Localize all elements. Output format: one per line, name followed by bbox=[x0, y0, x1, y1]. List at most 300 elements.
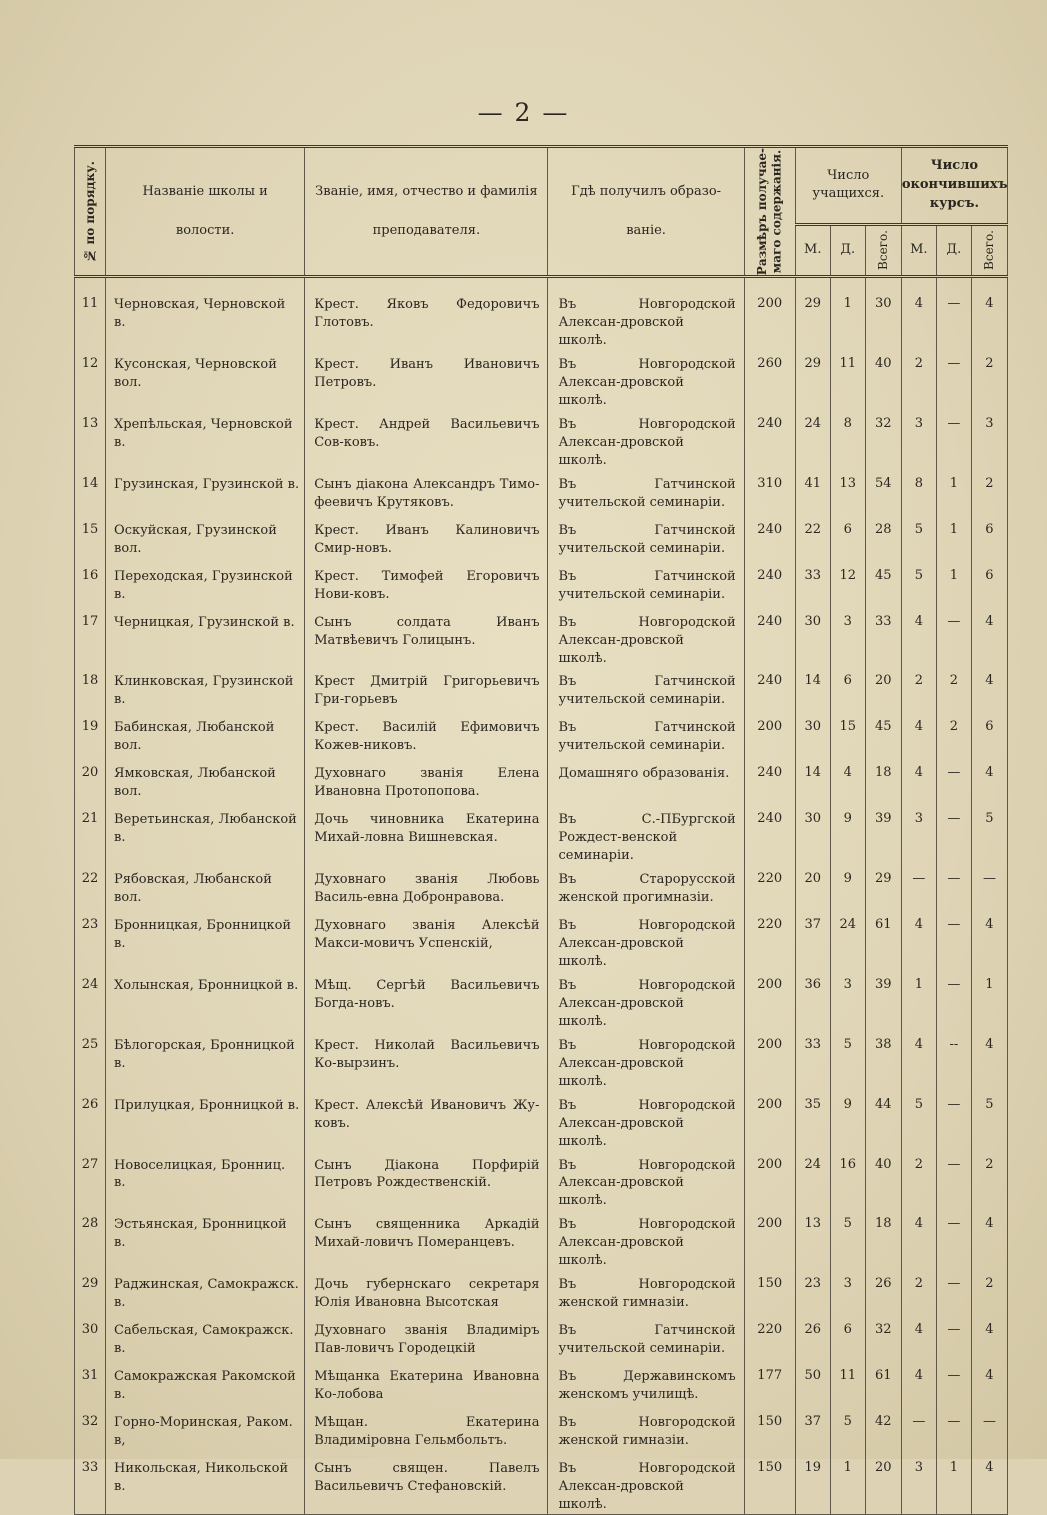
cell-students-m-text: 29 bbox=[804, 296, 822, 312]
cell-students-total bbox=[865, 1151, 901, 1211]
cell-graduates-total-text: 4 bbox=[985, 765, 994, 781]
cell-school-text: Рябовская, Любанской вол. bbox=[114, 872, 272, 906]
cell-graduates-total-text: 5 bbox=[985, 1096, 994, 1112]
table-row bbox=[75, 1454, 1008, 1514]
cell-graduates-total-text: 2 bbox=[985, 356, 994, 372]
cell-graduates-d bbox=[936, 1362, 971, 1408]
table-row bbox=[75, 865, 1008, 911]
cell-school-text: Горно-Моринская, Раком. в, bbox=[114, 1415, 293, 1449]
cell-graduates-d bbox=[936, 971, 971, 1031]
cell-salary-text: 200 bbox=[757, 1096, 783, 1112]
cell-graduates-total bbox=[971, 562, 1007, 608]
cell-students-d bbox=[830, 1408, 865, 1454]
cell-salary-text: 240 bbox=[757, 673, 783, 689]
cell-graduates-total bbox=[971, 865, 1007, 911]
cell-school bbox=[106, 470, 305, 516]
cell-teacher-text: Крест Дмитрій Григорьевичъ Гри-горьевъ bbox=[314, 674, 540, 708]
cell-number-text: 11 bbox=[81, 296, 99, 312]
cell-students-d bbox=[830, 865, 865, 911]
cell-education-text: Въ Гатчинской учительской семинаріи. bbox=[558, 568, 736, 602]
table-row bbox=[75, 516, 1008, 562]
cell-teacher-text: Сынъ Діакона Порфирій Петровъ Рождественскій. bbox=[314, 1157, 540, 1191]
cell-graduates-d bbox=[936, 1270, 971, 1316]
header-students-m: М. bbox=[795, 224, 830, 277]
header-teacher: Званіе, имя, отчество и фамилія преподавателя. bbox=[305, 147, 548, 277]
cell-graduates-d-text: — bbox=[947, 1096, 961, 1112]
cell-teacher-text: Духовнаго званія Елена Ивановна Протопопова. bbox=[314, 766, 540, 800]
cell-graduates-total bbox=[971, 410, 1007, 470]
cell-graduates-d bbox=[936, 410, 971, 470]
cell-students-d-text: 6 bbox=[843, 1322, 852, 1338]
cell-students-m-text: 24 bbox=[804, 415, 822, 431]
cell-students-m-text: 22 bbox=[804, 521, 822, 537]
cell-salary bbox=[744, 608, 795, 668]
cell-students-total-text: 40 bbox=[875, 356, 892, 372]
cell-salary-text: 200 bbox=[757, 1216, 783, 1232]
cell-salary bbox=[744, 1031, 795, 1091]
cell-school bbox=[106, 1316, 305, 1362]
cell-graduates-m-text: 3 bbox=[914, 415, 923, 431]
cell-school bbox=[106, 805, 305, 865]
cell-students-total bbox=[865, 1091, 901, 1151]
cell-education-text: Въ Гатчинской учительской семинаріи. bbox=[558, 522, 736, 556]
cell-students-total-text: 61 bbox=[875, 1368, 892, 1384]
cell-students-total bbox=[865, 865, 901, 911]
cell-education bbox=[548, 865, 744, 911]
cell-number-text: 15 bbox=[81, 521, 99, 537]
cell-students-d bbox=[830, 713, 865, 759]
cell-graduates-m-text: 2 bbox=[914, 1156, 923, 1172]
cell-graduates-total bbox=[971, 277, 1007, 350]
cell-graduates-m bbox=[901, 516, 936, 562]
cell-teacher bbox=[305, 1270, 548, 1316]
cell-students-d-text: 5 bbox=[843, 1216, 852, 1232]
cell-students-d bbox=[830, 608, 865, 668]
cell-teacher-text: Духовнаго званія Алексѣй Макси-мовичъ Успенскій, bbox=[314, 918, 540, 952]
cell-number bbox=[75, 277, 106, 350]
cell-students-m bbox=[795, 1362, 830, 1408]
cell-graduates-d-text: — bbox=[947, 917, 961, 933]
cell-salary bbox=[744, 516, 795, 562]
cell-students-m bbox=[795, 1091, 830, 1151]
cell-graduates-total-text: 4 bbox=[985, 296, 994, 312]
cell-salary-text: 200 bbox=[757, 1156, 783, 1172]
table-row bbox=[75, 1316, 1008, 1362]
cell-education bbox=[548, 667, 744, 713]
cell-students-total-text: 40 bbox=[875, 1156, 892, 1172]
cell-students-m-text: 20 bbox=[804, 871, 822, 887]
cell-graduates-d-text: 1 bbox=[949, 1460, 959, 1476]
cell-teacher-text: Крест. Иванъ Ивановичъ Петровъ. bbox=[314, 357, 540, 390]
cell-students-total bbox=[865, 562, 901, 608]
cell-students-total bbox=[865, 1316, 901, 1362]
cell-teacher bbox=[305, 516, 548, 562]
cell-teacher-text: Духовнаго званія Владиміръ Пав-ловичъ Городецкій bbox=[314, 1323, 540, 1357]
cell-graduates-m bbox=[901, 971, 936, 1031]
cell-graduates-total-text: 2 bbox=[985, 1156, 994, 1172]
cell-school bbox=[106, 1151, 305, 1211]
cell-students-d-text: 11 bbox=[839, 1368, 857, 1384]
cell-graduates-m bbox=[901, 1454, 936, 1514]
header-school: Названіе школы и волости. bbox=[106, 147, 305, 277]
cell-students-d bbox=[830, 350, 865, 410]
cell-education-text: Въ Новгородской Алексан-дровской школѣ. bbox=[558, 1217, 736, 1269]
table-row bbox=[75, 1151, 1008, 1211]
cell-graduates-total bbox=[971, 805, 1007, 865]
cell-students-d bbox=[830, 805, 865, 865]
cell-graduates-m bbox=[901, 759, 936, 805]
cell-students-total bbox=[865, 971, 901, 1031]
cell-salary-text: 240 bbox=[757, 765, 783, 781]
table-row bbox=[75, 1270, 1008, 1316]
header-graduates-total: Всего. bbox=[971, 224, 1007, 277]
cell-graduates-total bbox=[971, 1362, 1007, 1408]
cell-number bbox=[75, 516, 106, 562]
cell-students-total-text: 38 bbox=[875, 1036, 892, 1052]
cell-students-total-text: 20 bbox=[875, 673, 892, 689]
cell-students-total bbox=[865, 608, 901, 668]
cell-salary-text: 220 bbox=[757, 917, 783, 933]
cell-school-text: Раджинская, Самокражск. в. bbox=[114, 1277, 299, 1311]
cell-number bbox=[75, 1151, 106, 1211]
cell-students-total-text: 29 bbox=[875, 871, 892, 887]
cell-graduates-m-text: — bbox=[912, 1414, 926, 1430]
cell-teacher-text: Крест. Василій Ефимовичъ Кожев-никовъ. bbox=[314, 720, 540, 754]
cell-number bbox=[75, 350, 106, 410]
cell-education-text: Домашняго образованія. bbox=[558, 766, 730, 782]
cell-graduates-m bbox=[901, 1151, 936, 1211]
table-row bbox=[75, 608, 1008, 668]
cell-education bbox=[548, 911, 744, 971]
header-number: № по порядку. bbox=[75, 147, 106, 277]
cell-students-total-text: 33 bbox=[875, 613, 892, 629]
cell-number-text: 12 bbox=[81, 356, 99, 372]
cell-number bbox=[75, 1454, 106, 1514]
header-education: Гдѣ получилъ образо- ваніе. bbox=[548, 147, 744, 277]
cell-education bbox=[548, 1210, 744, 1270]
cell-salary-text: 240 bbox=[757, 567, 783, 583]
cell-students-d bbox=[830, 1151, 865, 1211]
cell-graduates-total-text: 4 bbox=[985, 613, 994, 629]
cell-graduates-m-text: 5 bbox=[914, 567, 923, 583]
cell-teacher-text: Сынъ діакона Александръ Тимо-феевичъ Крутяковъ. bbox=[314, 476, 540, 510]
cell-graduates-m bbox=[901, 608, 936, 668]
cell-education bbox=[548, 608, 744, 668]
cell-graduates-d bbox=[936, 470, 971, 516]
cell-students-m-text: 24 bbox=[804, 1156, 822, 1172]
cell-graduates-total bbox=[971, 1091, 1007, 1151]
cell-students-total-text: 26 bbox=[875, 1276, 892, 1292]
cell-salary-text: 200 bbox=[757, 296, 783, 312]
cell-graduates-total bbox=[971, 759, 1007, 805]
cell-teacher-text: Крест. Яковъ Федоровичъ Глотовъ. bbox=[314, 297, 540, 331]
cell-graduates-total bbox=[971, 667, 1007, 713]
cell-students-d-text: 15 bbox=[839, 719, 857, 735]
cell-graduates-m-text: 4 bbox=[914, 765, 923, 781]
cell-number-text: 22 bbox=[81, 871, 99, 887]
cell-education-text: Въ Новгородской Алексан-дровской школѣ. bbox=[558, 416, 736, 468]
cell-teacher bbox=[305, 1210, 548, 1270]
cell-students-m bbox=[795, 1316, 830, 1362]
cell-graduates-d-text: — bbox=[947, 1414, 961, 1430]
cell-students-d-text: 9 bbox=[843, 871, 852, 887]
cell-graduates-d bbox=[936, 667, 971, 713]
cell-teacher-text: Сынъ священ. Павелъ Васильевичъ Стефановскій. bbox=[314, 1461, 540, 1495]
cell-salary-text: 240 bbox=[757, 811, 783, 827]
cell-students-d-text: 12 bbox=[839, 567, 857, 583]
cell-students-total bbox=[865, 1270, 901, 1316]
cell-graduates-total bbox=[971, 713, 1007, 759]
page-number: — 2 — bbox=[477, 98, 570, 127]
cell-salary-text: 240 bbox=[757, 521, 783, 537]
cell-education-text: Въ Державинскомъ женскомъ училищѣ. bbox=[558, 1369, 736, 1403]
cell-education bbox=[548, 713, 744, 759]
cell-students-m-text: 35 bbox=[804, 1096, 822, 1112]
cell-graduates-m bbox=[901, 1408, 936, 1454]
cell-graduates-d bbox=[936, 805, 971, 865]
cell-education bbox=[548, 1270, 744, 1316]
header-students: Число учащихся. bbox=[795, 147, 901, 225]
cell-graduates-total bbox=[971, 1031, 1007, 1091]
cell-graduates-m-text: 3 bbox=[914, 811, 923, 827]
cell-salary-text: 260 bbox=[757, 356, 783, 372]
cell-school-text: Холынская, Бронницкой в. bbox=[114, 978, 299, 994]
table-row bbox=[75, 805, 1008, 865]
cell-number-text: 31 bbox=[81, 1368, 99, 1384]
table-row bbox=[75, 667, 1008, 713]
cell-education-text: Въ Гатчинской учительской семинаріи. bbox=[558, 674, 736, 708]
cell-teacher-text: Сынъ священника Аркадій Михай-ловичъ Померанцевъ. bbox=[314, 1217, 540, 1251]
cell-school-text: Клинковская, Грузинской в. bbox=[114, 674, 294, 708]
cell-students-d bbox=[830, 971, 865, 1031]
cell-students-total-text: 32 bbox=[875, 1322, 892, 1338]
cell-teacher bbox=[305, 805, 548, 865]
cell-education-text: Въ Новгородской Алексан-дровской школѣ. bbox=[558, 297, 736, 349]
cell-number bbox=[75, 1270, 106, 1316]
cell-salary bbox=[744, 1151, 795, 1211]
cell-graduates-total-text: 3 bbox=[985, 415, 994, 431]
cell-salary bbox=[744, 1408, 795, 1454]
cell-number-text: 21 bbox=[81, 811, 99, 827]
cell-graduates-m-text: 5 bbox=[914, 1096, 923, 1112]
cell-education bbox=[548, 1316, 744, 1362]
cell-graduates-m bbox=[901, 1210, 936, 1270]
cell-education bbox=[548, 1091, 744, 1151]
cell-students-m-text: 36 bbox=[804, 977, 822, 993]
cell-number bbox=[75, 713, 106, 759]
cell-graduates-total-text: 5 bbox=[985, 811, 994, 827]
cell-teacher-text: Дочь губернскаго секретаря Юлія Ивановна Высотская bbox=[314, 1277, 540, 1311]
cell-salary-text: 240 bbox=[757, 415, 783, 431]
cell-teacher bbox=[305, 865, 548, 911]
cell-students-total-text: 30 bbox=[875, 296, 892, 312]
cell-school-text: Переходская, Грузинской в. bbox=[114, 568, 293, 602]
cell-graduates-d-text: — bbox=[947, 1322, 961, 1338]
cell-teacher-text: Крест. Алексѣй Ивановичъ Жу-ковъ. bbox=[314, 1097, 540, 1131]
cell-school bbox=[106, 713, 305, 759]
cell-salary-text: 177 bbox=[757, 1368, 783, 1384]
cell-students-m bbox=[795, 277, 830, 350]
cell-graduates-d-text: — bbox=[947, 1216, 961, 1232]
cell-graduates-total bbox=[971, 1316, 1007, 1362]
cell-salary bbox=[744, 1316, 795, 1362]
cell-students-total bbox=[865, 911, 901, 971]
cell-students-d bbox=[830, 470, 865, 516]
cell-salary bbox=[744, 1362, 795, 1408]
cell-school-text: Хрепѣльская, Черновской в. bbox=[114, 416, 293, 450]
cell-graduates-d-text: 1 bbox=[949, 567, 959, 583]
cell-number bbox=[75, 1210, 106, 1270]
cell-graduates-d-text: — bbox=[947, 765, 961, 781]
cell-graduates-total bbox=[971, 1151, 1007, 1211]
cell-education bbox=[548, 1408, 744, 1454]
cell-education-text: Въ Гатчинской учительской семинаріи. bbox=[558, 476, 736, 510]
cell-students-d bbox=[830, 277, 865, 350]
cell-number bbox=[75, 470, 106, 516]
cell-students-total-text: 39 bbox=[875, 811, 892, 827]
cell-graduates-total-text: 4 bbox=[985, 1036, 994, 1052]
cell-students-m-text: 19 bbox=[804, 1460, 822, 1476]
cell-students-m bbox=[795, 562, 830, 608]
cell-students-d bbox=[830, 1210, 865, 1270]
cell-education-text: Въ Новгородской Алексан-дровской школѣ. bbox=[558, 357, 736, 408]
cell-students-d bbox=[830, 562, 865, 608]
cell-graduates-d bbox=[936, 350, 971, 410]
cell-graduates-d-text: -- bbox=[949, 1036, 959, 1052]
cell-students-total bbox=[865, 516, 901, 562]
cell-teacher-text: Духовнаго званія Любовь Василь-евна Добронравова. bbox=[314, 872, 540, 906]
cell-graduates-total-text: — bbox=[982, 871, 996, 887]
cell-students-m-text: 50 bbox=[804, 1368, 822, 1384]
cell-teacher-text: Дочь чиновника Екатерина Михай-ловна Вишневская. bbox=[314, 812, 540, 846]
cell-graduates-m-text: — bbox=[912, 871, 926, 887]
cell-salary bbox=[744, 277, 795, 350]
cell-students-m-text: 33 bbox=[804, 567, 822, 583]
cell-number-text: 27 bbox=[81, 1156, 99, 1172]
cell-graduates-total-text: 4 bbox=[985, 1216, 994, 1232]
cell-students-d-text: 3 bbox=[843, 1276, 852, 1292]
cell-graduates-d-text: — bbox=[947, 871, 961, 887]
cell-education bbox=[548, 350, 744, 410]
cell-graduates-d-text: — bbox=[947, 811, 961, 827]
cell-students-m-text: 14 bbox=[804, 673, 822, 689]
cell-teacher-text: Мѣщ. Сергѣй Васильевичъ Богда-новъ. bbox=[314, 978, 540, 1012]
cell-education-text: Въ С.-ПБургской Рождест-венской семинаріи. bbox=[558, 812, 736, 864]
cell-students-total bbox=[865, 1408, 901, 1454]
cell-education bbox=[548, 1031, 744, 1091]
cell-graduates-m-text: 4 bbox=[914, 719, 923, 735]
cell-graduates-m bbox=[901, 1091, 936, 1151]
cell-students-m bbox=[795, 1270, 830, 1316]
cell-education bbox=[548, 971, 744, 1031]
cell-students-d bbox=[830, 1454, 865, 1514]
cell-students-total bbox=[865, 470, 901, 516]
cell-education bbox=[548, 470, 744, 516]
cell-students-total-text: 39 bbox=[875, 977, 892, 993]
cell-graduates-d bbox=[936, 911, 971, 971]
cell-graduates-total bbox=[971, 1454, 1007, 1514]
cell-graduates-d bbox=[936, 277, 971, 350]
cell-graduates-m-text: 2 bbox=[914, 673, 923, 689]
cell-students-total-text: 45 bbox=[875, 567, 892, 583]
cell-students-m-text: 37 bbox=[804, 917, 822, 933]
cell-teacher-text: Сынъ солдата Иванъ Матвѣевичъ Голицынъ. bbox=[314, 614, 540, 648]
cell-students-d bbox=[830, 1316, 865, 1362]
cell-graduates-m bbox=[901, 410, 936, 470]
cell-teacher bbox=[305, 667, 548, 713]
cell-school-text: Черницкая, Грузинской в. bbox=[114, 614, 295, 630]
cell-education-text: Въ Новгородской Алексан-дровской школѣ. bbox=[558, 918, 736, 970]
cell-school-text: Самокражская Ракомской в. bbox=[114, 1369, 296, 1403]
cell-education-text: Въ Новгородской Алексан-дровской школѣ. bbox=[558, 614, 736, 666]
cell-students-d bbox=[830, 667, 865, 713]
cell-salary bbox=[744, 971, 795, 1031]
cell-graduates-m bbox=[901, 470, 936, 516]
cell-school-text: Веретьинская, Любанской в. bbox=[114, 812, 297, 846]
cell-graduates-total-text: 4 bbox=[985, 1368, 994, 1384]
cell-graduates-m-text: 4 bbox=[914, 1216, 923, 1232]
cell-students-d-text: 5 bbox=[843, 1414, 852, 1430]
cell-graduates-m-text: 8 bbox=[914, 475, 923, 491]
cell-graduates-m bbox=[901, 562, 936, 608]
cell-graduates-total bbox=[971, 1408, 1007, 1454]
cell-graduates-d-text: 2 bbox=[949, 673, 959, 689]
cell-students-m bbox=[795, 911, 830, 971]
cell-graduates-d bbox=[936, 1031, 971, 1091]
cell-teacher bbox=[305, 1031, 548, 1091]
cell-number bbox=[75, 667, 106, 713]
cell-number-text: 29 bbox=[81, 1276, 99, 1292]
cell-teacher bbox=[305, 277, 548, 350]
cell-salary bbox=[744, 911, 795, 971]
cell-education bbox=[548, 1151, 744, 1211]
cell-students-m bbox=[795, 1454, 830, 1514]
cell-number-text: 16 bbox=[81, 567, 99, 583]
cell-students-total bbox=[865, 1454, 901, 1514]
table-row bbox=[75, 1210, 1008, 1270]
header-salary: Размѣръ получае- маго содержанія. bbox=[744, 147, 795, 277]
cell-teacher bbox=[305, 1091, 548, 1151]
cell-education-text: Въ Новгородской женской гимназіи. bbox=[558, 1415, 736, 1449]
cell-students-d bbox=[830, 1031, 865, 1091]
cell-graduates-m bbox=[901, 805, 936, 865]
cell-education-text: Въ Новгородской женской гимназіи. bbox=[558, 1277, 736, 1311]
cell-graduates-d bbox=[936, 1408, 971, 1454]
cell-graduates-total-text: 6 bbox=[985, 521, 994, 537]
cell-school bbox=[106, 410, 305, 470]
cell-students-m bbox=[795, 608, 830, 668]
cell-students-m bbox=[795, 1031, 830, 1091]
cell-graduates-d bbox=[936, 1454, 971, 1514]
cell-number-text: 28 bbox=[81, 1216, 99, 1232]
cell-school bbox=[106, 1091, 305, 1151]
cell-number bbox=[75, 1362, 106, 1408]
cell-graduates-total-text: 1 bbox=[985, 977, 994, 993]
cell-teacher bbox=[305, 911, 548, 971]
cell-students-m bbox=[795, 759, 830, 805]
header-graduates: Число окончившихъ курсъ. bbox=[901, 147, 1007, 225]
cell-school bbox=[106, 1454, 305, 1514]
cell-school bbox=[106, 971, 305, 1031]
cell-graduates-m bbox=[901, 667, 936, 713]
cell-students-d-text: 16 bbox=[839, 1156, 857, 1172]
table-row bbox=[75, 277, 1008, 350]
cell-students-total bbox=[865, 805, 901, 865]
cell-teacher-text: Крест. Иванъ Калиновичъ Смир-новъ. bbox=[314, 522, 540, 556]
cell-education bbox=[548, 1362, 744, 1408]
cell-salary bbox=[744, 470, 795, 516]
cell-education-text: Въ Старорусской женской прогимназіи. bbox=[558, 872, 736, 906]
